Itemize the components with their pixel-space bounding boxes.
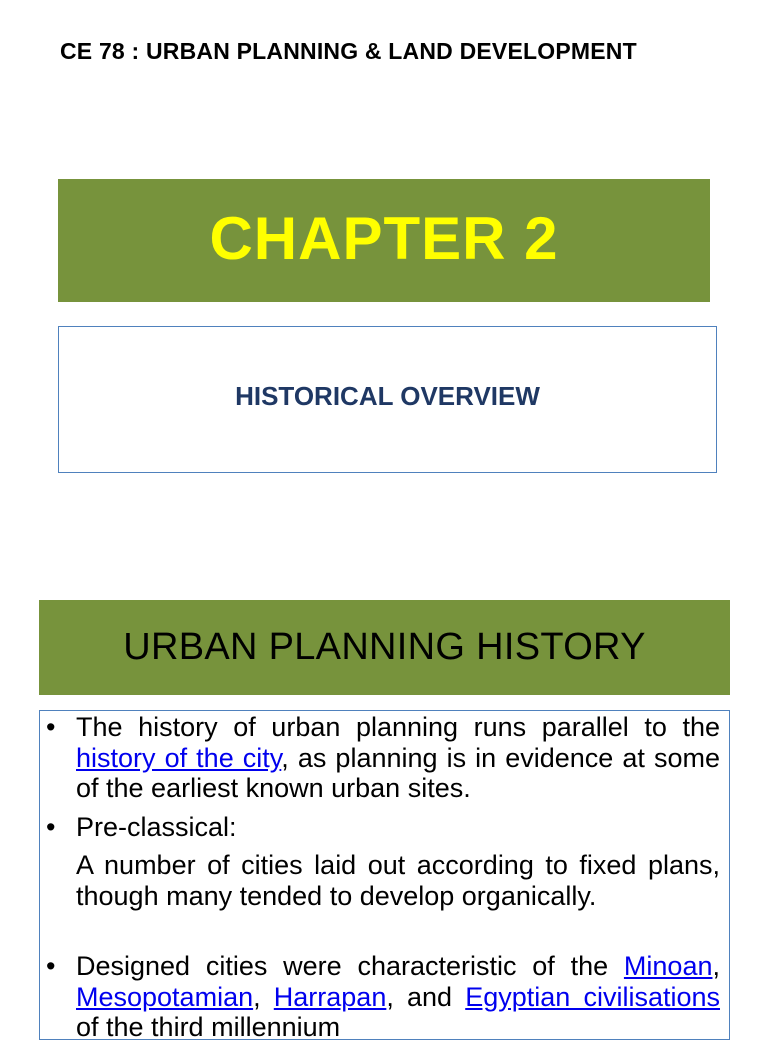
item-text: of the third millennium — [76, 1012, 341, 1042]
bullet-item-pre-classical — [40, 812, 729, 843]
chapter-subtitle: HISTORICAL OVERVIEW — [235, 381, 540, 411]
item-text: , — [712, 951, 720, 981]
section-banner — [39, 600, 730, 695]
bullet-icon: • — [46, 951, 56, 981]
bullet-icon: • — [46, 712, 56, 742]
minoan-link[interactable]: Minoan — [623, 951, 713, 981]
item-text: Pre-classical: — [76, 812, 237, 842]
item-text: The history of urban planning runs parallel to the — [76, 712, 720, 742]
chapter-title: CHAPTER 2 — [209, 205, 559, 272]
item-text: , as planning is in evidence at some of the earliest known urban sites. — [76, 742, 720, 803]
bullet-item-designed-cities — [40, 951, 729, 1043]
mesopotamian-link[interactable]: Mesopotamian — [76, 981, 254, 1012]
bullet-item-history — [40, 712, 729, 804]
item-text: , and — [386, 981, 466, 1012]
subtitle-box — [58, 326, 717, 473]
item-text: Designed cities were characteristic of the — [76, 951, 624, 981]
chapter-banner — [58, 179, 710, 302]
pre-classical-paragraph: A number of cities laid out according to fixed plans, though many tended to develop organically. — [76, 850, 720, 911]
bullet-icon: • — [46, 812, 56, 842]
content-box — [39, 710, 730, 1040]
egyptian-civilisations-link[interactable]: Egyptian civilisations — [465, 981, 720, 1012]
course-title: CE 78 : URBAN PLANNING & LAND DEVELOPMENT — [60, 38, 637, 64]
section-title: URBAN PLANNING HISTORY — [123, 626, 646, 668]
harrapan-link[interactable]: Harrapan — [273, 981, 387, 1012]
item-text: , — [253, 981, 274, 1012]
history-of-the-city-link[interactable]: history of the city — [76, 742, 282, 773]
